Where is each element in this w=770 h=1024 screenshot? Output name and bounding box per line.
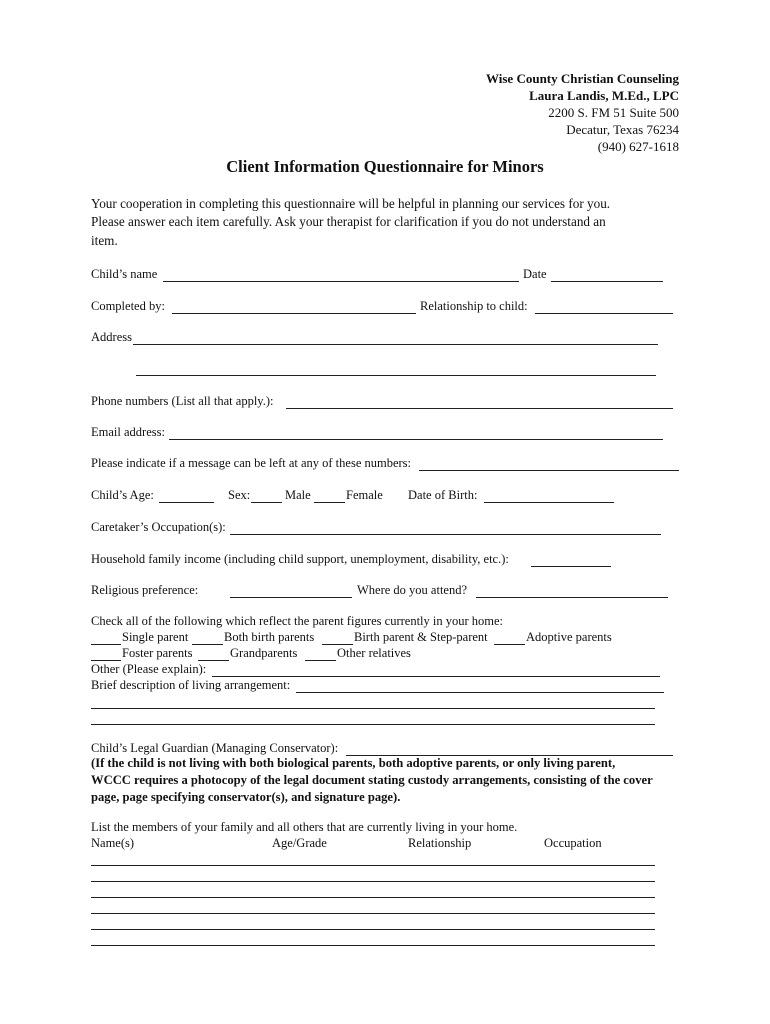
- org-name: Wise County Christian Counseling: [486, 71, 679, 86]
- other-explain-label: Other (Please explain):: [91, 662, 207, 676]
- grandparents-label: Grandparents: [230, 646, 298, 660]
- female-checkbox-line[interactable]: [314, 502, 345, 503]
- member-row-line[interactable]: [91, 865, 655, 866]
- attend-field[interactable]: [476, 597, 668, 598]
- member-row-line[interactable]: [91, 881, 655, 882]
- page-title: Client Information Questionnaire for Minors: [226, 157, 544, 176]
- female-label: Female: [346, 488, 383, 502]
- occupation-field[interactable]: [230, 534, 661, 535]
- dob-label: Date of Birth:: [408, 488, 478, 502]
- age-field[interactable]: [159, 502, 214, 503]
- address-street: 2200 S. FM 51 Suite 500: [548, 105, 679, 120]
- completed-by-field[interactable]: [172, 313, 416, 314]
- intro-line-2: Please answer each item carefully. Ask your therapist for clarification if you do not understand an: [91, 214, 606, 229]
- phone-numbers-label: Phone numbers (List all that apply.):: [91, 394, 274, 408]
- email-label: Email address:: [91, 425, 165, 439]
- occupation-label: Caretaker’s Occupation(s):: [91, 520, 226, 534]
- religion-label: Religious preference:: [91, 583, 199, 597]
- address-field-2[interactable]: [136, 375, 656, 376]
- dob-field[interactable]: [484, 502, 614, 503]
- col-names: Name(s): [91, 836, 135, 850]
- email-field[interactable]: [169, 439, 663, 440]
- other-relatives-label: Other relatives: [337, 646, 411, 660]
- guardian-note-1: (If the child is not living with both biological parents, both adoptive parents, or only living parent,: [91, 756, 616, 770]
- male-label: Male: [285, 488, 311, 502]
- foster-check[interactable]: [91, 660, 121, 661]
- sex-label: Sex:: [228, 488, 251, 502]
- guardian-note-3: page, page specifying conservator(s), and signature page).: [91, 790, 401, 804]
- adoptive-label: Adoptive parents: [526, 630, 612, 644]
- member-row-line[interactable]: [91, 897, 655, 898]
- member-row-line[interactable]: [91, 945, 655, 946]
- phone-numbers-field[interactable]: [286, 408, 673, 409]
- message-label: Please indicate if a message can be left at any of these numbers:: [91, 456, 412, 470]
- religion-field[interactable]: [230, 597, 352, 598]
- male-checkbox-line[interactable]: [251, 502, 282, 503]
- completed-by-label: Completed by:: [91, 299, 165, 313]
- child-name-field[interactable]: [163, 281, 519, 282]
- single-parent-check[interactable]: [91, 644, 121, 645]
- address-field-1[interactable]: [133, 344, 658, 345]
- living-arrangement-label: Brief description of living arrangement:: [91, 678, 291, 692]
- address-label: Address: [91, 330, 132, 344]
- single-parent-label: Single parent: [122, 630, 189, 644]
- grandparents-check[interactable]: [198, 660, 229, 661]
- age-label: Child’s Age:: [91, 488, 154, 502]
- income-label: Household family income (including child support, unemployment, disability, etc.):: [91, 552, 509, 566]
- col-relationship: Relationship: [408, 836, 472, 850]
- foster-label: Foster parents: [122, 646, 193, 660]
- message-field[interactable]: [419, 470, 679, 471]
- col-occupation: Occupation: [544, 836, 602, 850]
- date-field[interactable]: [551, 281, 663, 282]
- members-prompt: List the members of your family and all others that are currently living in your home.: [91, 820, 518, 834]
- adoptive-check[interactable]: [494, 644, 525, 645]
- office-phone: (940) 627-1618: [597, 139, 679, 154]
- other-explain-field[interactable]: [212, 676, 660, 677]
- step-parent-check[interactable]: [322, 644, 353, 645]
- relationship-field[interactable]: [535, 313, 673, 314]
- living-arrangement-field-3[interactable]: [91, 724, 655, 725]
- intro-line-3: item.: [91, 233, 118, 248]
- counselor-name: Laura Landis, M.Ed., LPC: [529, 88, 679, 103]
- both-parents-label: Both birth parents: [224, 630, 315, 644]
- guardian-label: Child’s Legal Guardian (Managing Conservator):: [91, 741, 339, 755]
- member-row-line[interactable]: [91, 913, 655, 914]
- address-city: Decatur, Texas 76234: [566, 122, 679, 137]
- step-parent-label: Birth parent & Step-parent: [354, 630, 488, 644]
- attend-label: Where do you attend?: [357, 583, 468, 597]
- both-parents-check[interactable]: [192, 644, 223, 645]
- living-arrangement-field-2[interactable]: [91, 708, 655, 709]
- date-label: Date: [523, 267, 547, 281]
- other-relatives-check[interactable]: [305, 660, 336, 661]
- relationship-label: Relationship to child:: [420, 299, 528, 313]
- guardian-note-2: WCCC requires a photocopy of the legal document stating custody arrangements, consisting of the cover: [91, 773, 653, 787]
- living-arrangement-field-1[interactable]: [296, 692, 664, 693]
- income-field[interactable]: [531, 566, 611, 567]
- parents-prompt: Check all of the following which reflect the parent figures currently in your home:: [91, 614, 504, 628]
- intro-line-1: Your cooperation in completing this questionnaire will be helpful in planning our services for you.: [91, 196, 611, 211]
- member-row-line[interactable]: [91, 929, 655, 930]
- col-age-grade: Age/Grade: [272, 836, 327, 850]
- child-name-label: Child’s name: [91, 267, 158, 281]
